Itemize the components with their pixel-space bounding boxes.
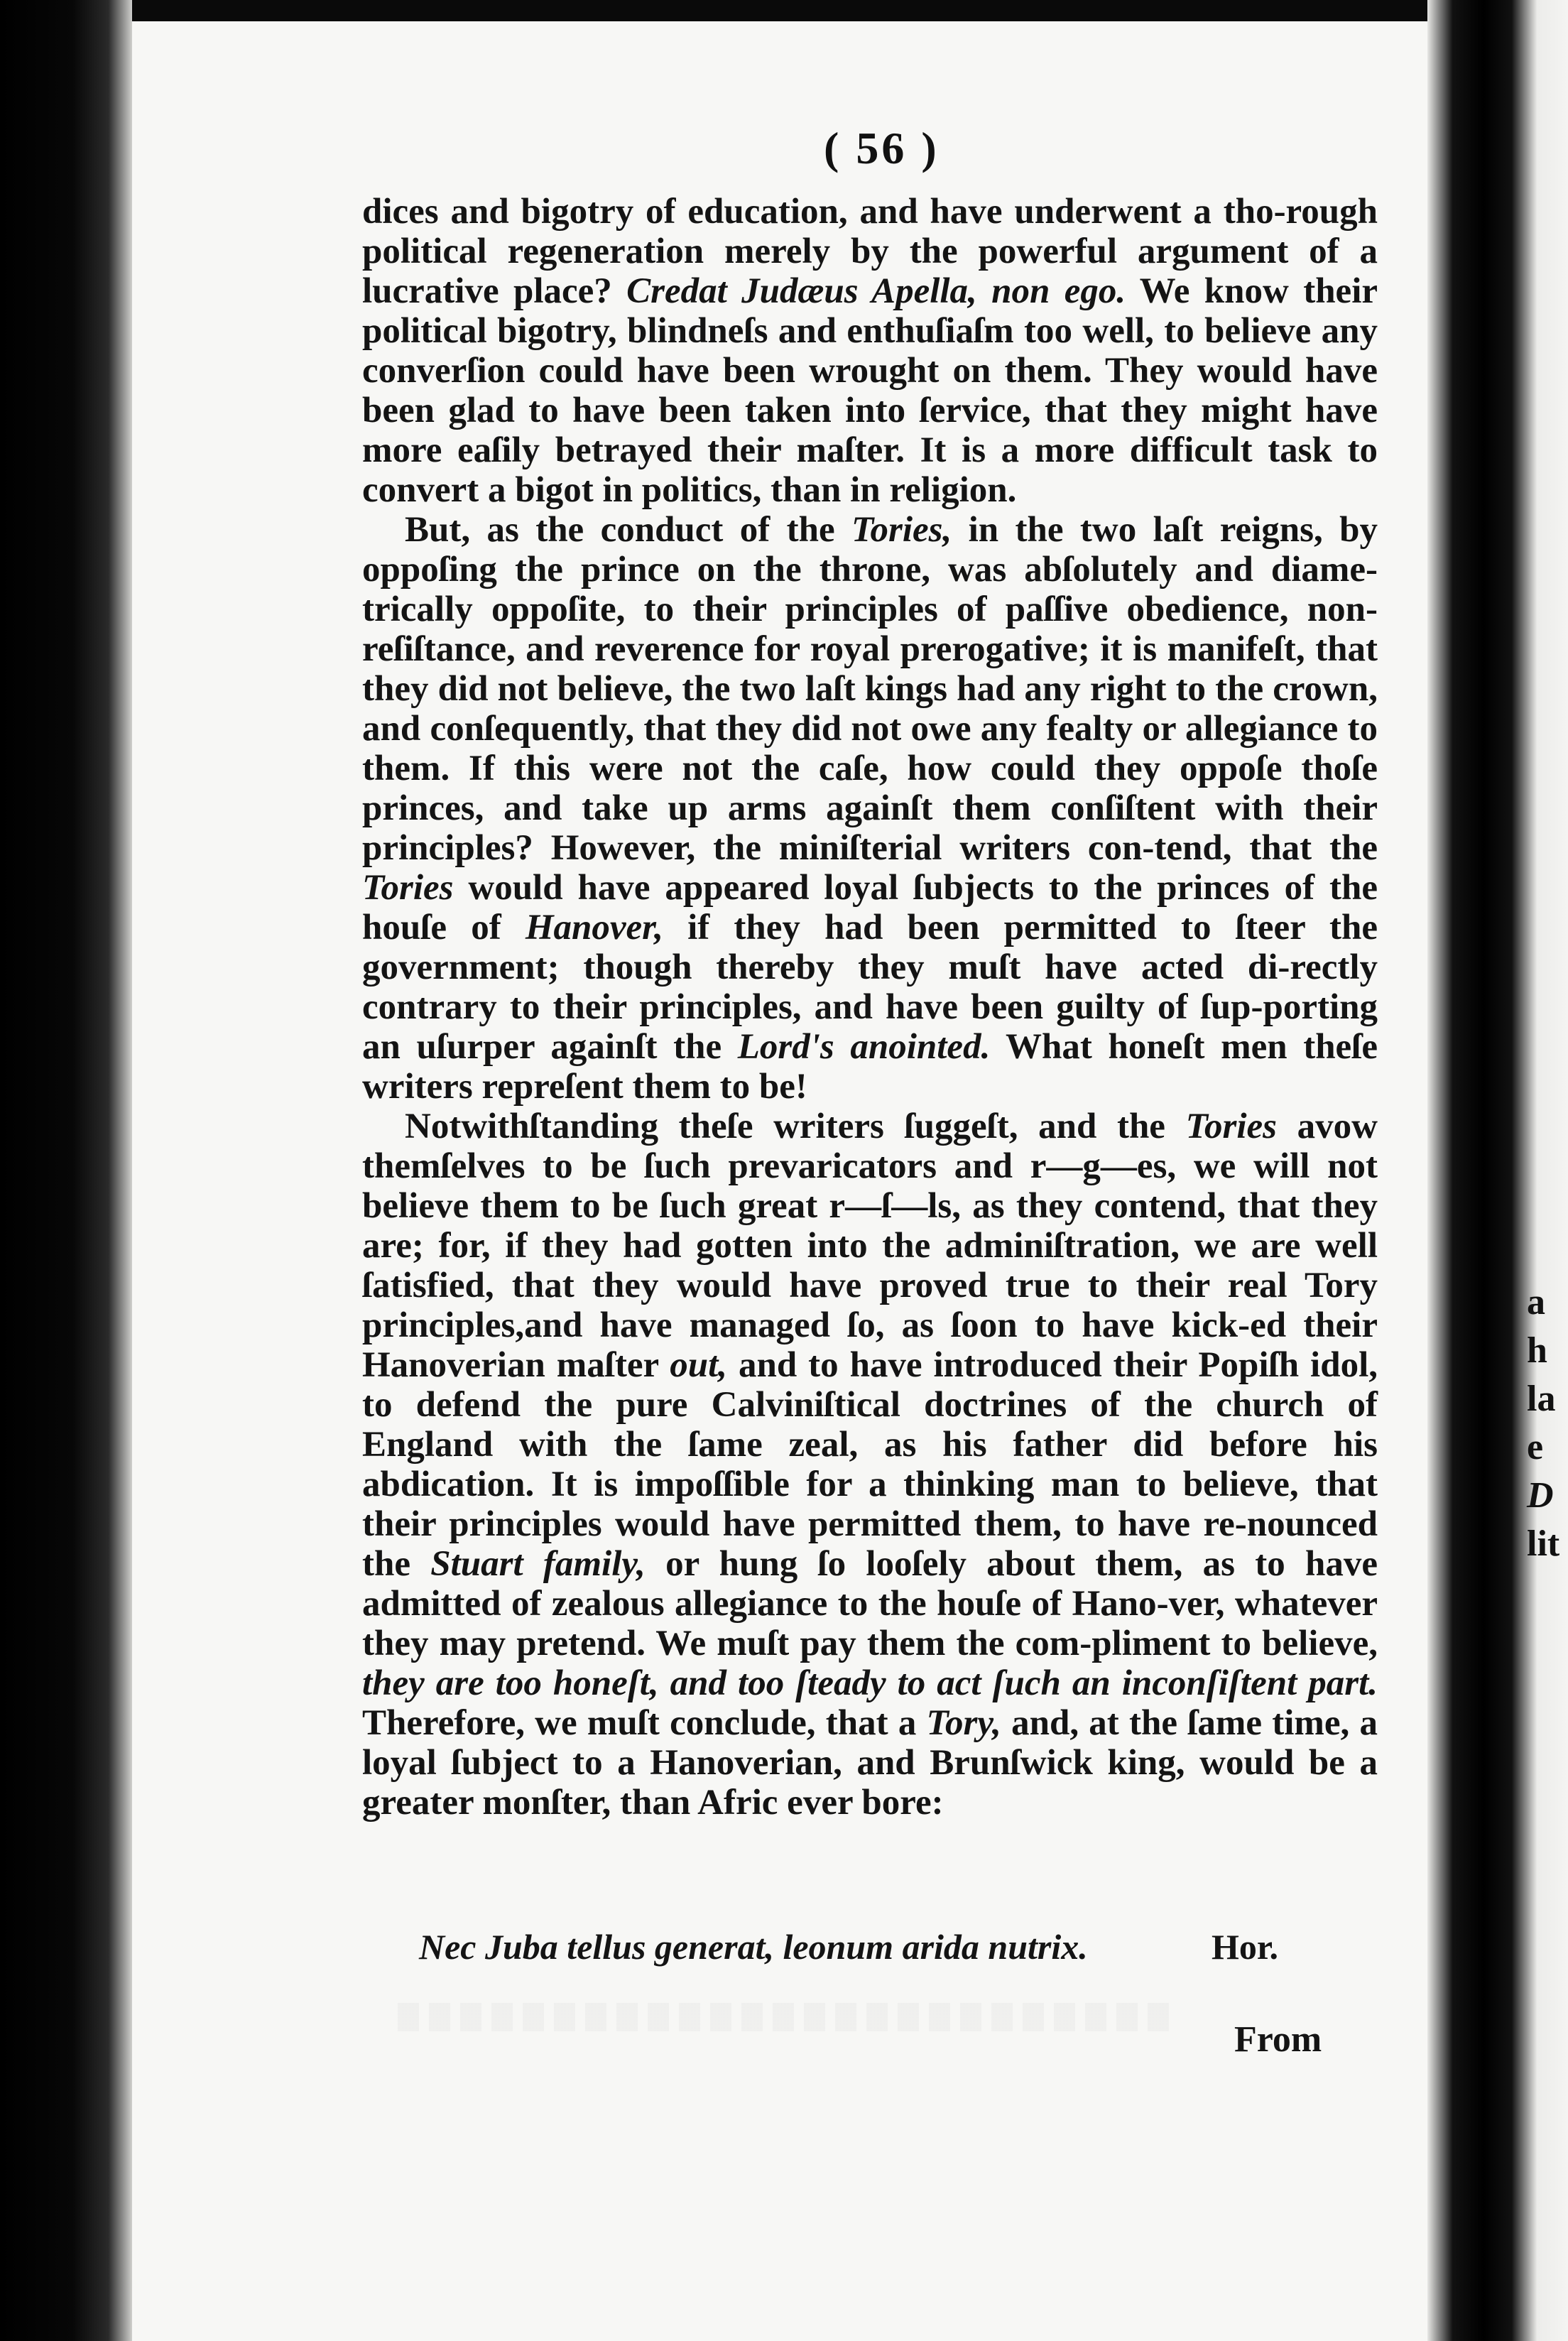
italic-text: they are too honeſt, and too ſteady to act ſuch an inconſiſtent part. — [362, 1663, 1378, 1703]
text-run: in the two laſt reigns, by oppoſing the prince on the throne, was abſolutely and diame-trically oppoſite, to their principles of paſſive obedience, non-reſiſtance, and reverence for royal prerogative; it is manifeſt, that they did not believe, the two laſt kings had any right to the crown, and conſequently, that they did not owe any fealty or allegiance to them. If this were not the caſe, how could they oppoſe thoſe princes, and take up arms againſt them conſiſtent with their principles? However, the miniſterial writers con-tend, that the — [362, 510, 1378, 868]
text-run: dices and bigotry of education, and have underwent a tho-rough political regeneration merely by the powerful argument of a lucrative place? — [362, 192, 1378, 311]
quotation-source: Hor. — [1212, 1927, 1278, 1967]
show-through-marks — [398, 2003, 1179, 2031]
text-run: avow themſelves to be ſuch prevaricators and r—g—es, we will not believe them to be ſuch great r—ſ—ls, as they contend, that they are; for, if they had gotten into the adminiſtration, we are well ſatisfied, that they would have proved true to their real Tory principles,and have managed ſo, as ſoon to have kick-ed their Hanoverian maſter — [362, 1107, 1378, 1385]
facing-fragment: la — [1527, 1379, 1556, 1419]
paragraph — [362, 510, 1378, 1107]
text-run: would have appeared loyal ſubjects to the princes of the houſe of — [362, 868, 1378, 947]
italic-text: Credat Judæus Apella, non ego. — [626, 271, 1126, 311]
italic-text: out, — [670, 1345, 728, 1385]
page-number: ( 56 ) — [824, 123, 940, 173]
italic-text: Tories — [362, 868, 454, 908]
text-run: Therefore, we muſt conclude, that a — [362, 1703, 927, 1743]
text-run: or hung ſo looſely about them, as to have admitted of zealous allegiance to the houſe of Hano-ver, whatever they may pretend. We muſt pay them the com-pliment to believe, — [362, 1544, 1378, 1663]
paragraph — [362, 1107, 1378, 1823]
facing-page-fragments — [1527, 1278, 1568, 1918]
text-run: and to have introduced their Popiſh idol, to defend the pure Calviniſtical doctrines of the church of England with the ſame zeal, as his father did before his abdication. It is impoſſible for a thinking man to believe, that their principles would have permitted them, to have re-nounced the — [362, 1345, 1378, 1584]
quotation-text: Nec Juba tellus generat, leonum arida nutrix. — [419, 1927, 1088, 1967]
facing-fragment: D — [1527, 1475, 1554, 1516]
facing-fragment: e — [1527, 1427, 1544, 1467]
paragraph — [362, 192, 1378, 510]
text-run: Notwithſtanding theſe writers ſuggeſt, and the — [405, 1107, 1186, 1146]
text-run: We know their political bigotry, blindneſs and enthuſiaſm too well, to believe any converſion could have been wrought on them. They would have been glad to have been taken into ſervice, that they might have more eaſily betrayed their maſter. It is a more difficult task to convert a bigot in politics, than in religion. — [362, 271, 1378, 510]
facing-fragment: h — [1527, 1330, 1547, 1371]
text-run: and, at the ſame time, a loyal ſubject to a Hanoverian, and Brunſwick king, would be a greater monſter, than Afric ever bore: — [362, 1703, 1378, 1823]
italic-text: Lord's anointed. — [737, 1027, 991, 1067]
facing-page-edge — [1427, 0, 1568, 2341]
facing-fragment: lit — [1527, 1523, 1560, 1564]
italic-text: Tories, — [851, 510, 952, 550]
binding-gutter — [0, 0, 132, 2341]
text-run: But, as the conduct of the — [405, 510, 852, 550]
facing-fragment: a — [1527, 1282, 1545, 1322]
body-text — [362, 192, 1378, 1823]
italic-text: Tories — [1185, 1107, 1278, 1146]
italic-text: Tory, — [926, 1703, 1001, 1743]
catchword: From — [1234, 2019, 1322, 2060]
text-run: What honeſt men theſe writers repreſent them to be! — [362, 1027, 1378, 1107]
italic-text: Stuart family, — [430, 1544, 646, 1584]
italic-text: Hanover, — [525, 908, 663, 947]
latin-quotation — [419, 1926, 1278, 1967]
text-run: if they had been permitted to ſteer the government; though thereby they muſt have acted di-rectly contrary to their principles, and have been guilty of ſup-porting an uſurper againſt the — [362, 908, 1378, 1067]
